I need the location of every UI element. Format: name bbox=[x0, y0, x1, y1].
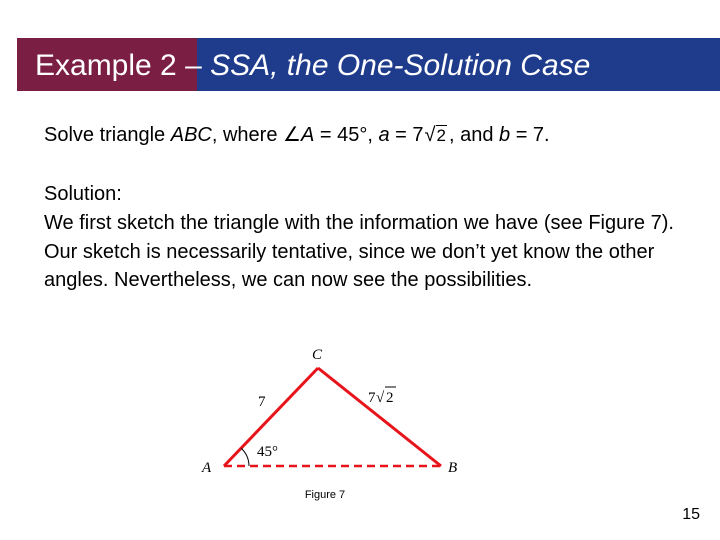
side-a-radical-sign: √ bbox=[376, 390, 385, 406]
radicand: 2 bbox=[436, 126, 446, 145]
side-a-radicand-label: 2 bbox=[386, 390, 394, 406]
triangle-figure bbox=[198, 340, 460, 480]
angle-variable: A bbox=[300, 124, 315, 146]
side-a-value: = 7 bbox=[389, 124, 424, 146]
radical-sign: √ bbox=[424, 124, 436, 146]
problem-lead: Solve triangle bbox=[44, 124, 171, 146]
angle-symbol: ∠ bbox=[283, 124, 301, 146]
side-b-variable: b bbox=[499, 124, 511, 146]
title-prefix: Example 2 – bbox=[35, 49, 211, 82]
solution-body: We first sketch the triangle with the information we have (see Figure 7). Our sketch is necessarily tentative, since we don’t yet know the other angles. Nevertheless, we can now see the possibilities. bbox=[44, 212, 674, 291]
figure-caption: Figure 7 bbox=[304, 489, 346, 501]
problem-statement bbox=[44, 122, 550, 149]
vertex-c-label: C bbox=[312, 347, 323, 363]
angle-arc bbox=[241, 448, 249, 466]
title-emphasis: SSA, the One-Solution Case bbox=[210, 49, 591, 82]
solution-heading: Solution: bbox=[44, 183, 122, 205]
problem-and: , and bbox=[448, 124, 500, 146]
side-a-coefficient-label: 7 bbox=[368, 390, 376, 406]
triangle-name: ABC bbox=[170, 124, 212, 146]
side-a-variable: a bbox=[378, 124, 390, 146]
side-b-length-label: 7 bbox=[258, 394, 266, 410]
sqrt-expression bbox=[425, 122, 447, 149]
vertex-a-label: A bbox=[202, 460, 212, 476]
problem-where: , where bbox=[211, 124, 284, 146]
slide-title bbox=[35, 46, 590, 86]
vertex-b-label: B bbox=[448, 460, 458, 476]
side-a-line bbox=[318, 368, 441, 466]
angle-value: = 45°, bbox=[314, 124, 379, 146]
angle-45-label: 45° bbox=[257, 444, 278, 460]
page-number: 15 bbox=[682, 506, 700, 523]
side-b-value: = 7. bbox=[510, 124, 550, 146]
